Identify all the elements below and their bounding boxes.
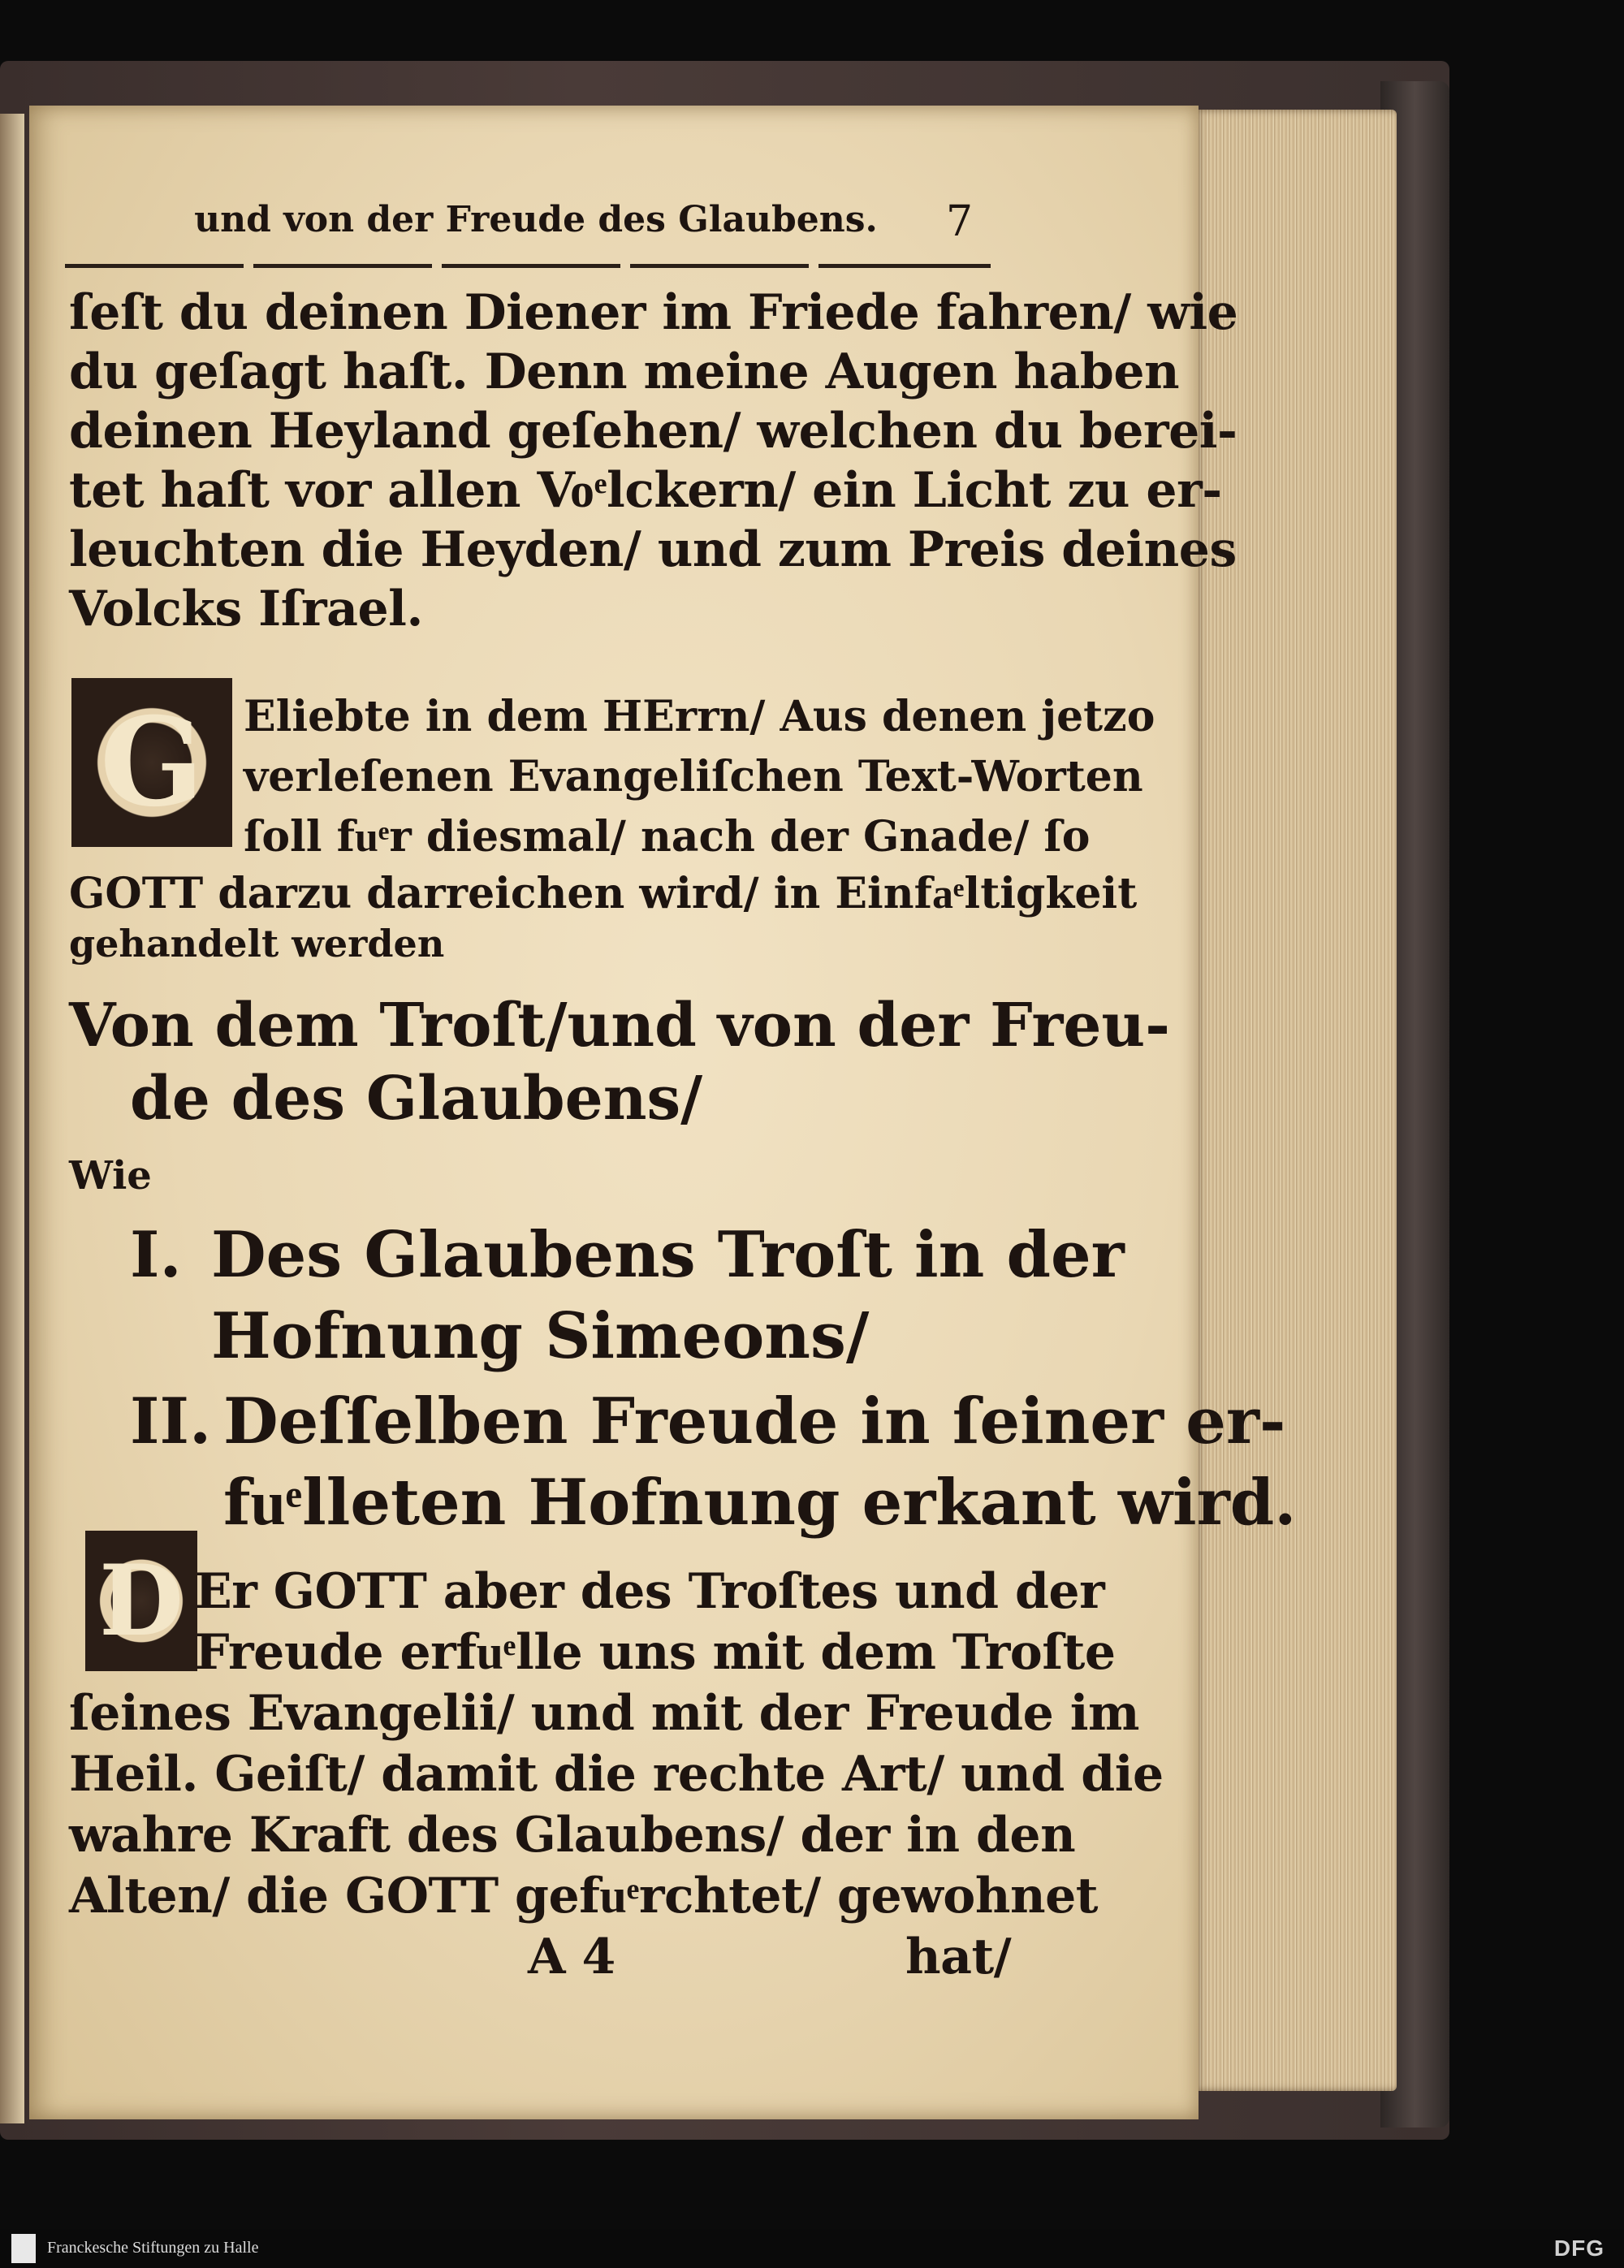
section-title: Von dem Troſt/und von der Freu- (69, 991, 1170, 1061)
signature-mark: A 4 (528, 1929, 615, 1985)
text-line: du geſagt haſt. Denn meine Augen haben (69, 343, 1180, 400)
text-line: tet haſt vor allen Voͤlckern/ ein Licht zu er- (69, 462, 1222, 519)
text-line: deinen Heyland geſehen/ welchen du berei- (69, 403, 1237, 460)
dfg-logo: DFG (1553, 2236, 1605, 2261)
text-line: ſeſt du deinen Diener im Friede fahren/ wie (69, 284, 1238, 341)
facing-page-edge (0, 114, 24, 2123)
item-numeral: II. (130, 1385, 212, 1458)
text-line: gehandelt werden (69, 922, 445, 966)
text-line: leuchten die Heyden/ und zum Preis deines (69, 521, 1237, 578)
institution-name: Franckesche Stiftungen zu Halle (47, 2239, 259, 2257)
text-line: ſeines Evangelii/ und mit der Freude im (69, 1685, 1139, 1742)
catchword: hat/ (905, 1929, 1012, 1985)
text-line: verleſenen Evangeliſchen Text-Worten (244, 752, 1143, 801)
running-head: und von der Freude des Glaubens. (194, 199, 878, 240)
text-line: Volcks Iſrael. (69, 581, 423, 637)
item-numeral: I. (130, 1218, 182, 1292)
wie-label: Wie (69, 1153, 152, 1199)
text-line: ſoll fuͤr diesmal/ nach der Gnade/ ſo (244, 812, 1091, 862)
drop-cap-initial: D (85, 1531, 197, 1671)
institution-logo-icon (11, 2234, 36, 2263)
text-line: wahre Kraft des Glaubens/ der in den (69, 1807, 1076, 1864)
drop-cap-initial: G (71, 678, 232, 847)
head-rule (65, 264, 991, 268)
text-line: GOTT darzu darreichen wird/ in Einfaͤltigkeit (69, 869, 1138, 918)
item-text: Deſſelben Freude in ſeiner er- (223, 1385, 1286, 1458)
text-line: Alten/ die GOTT gefuͤrchtet/ gewohnet (69, 1868, 1098, 1925)
item-text: Des Glaubens Troſt in der (211, 1218, 1125, 1292)
viewer-footer (0, 2229, 1624, 2268)
text-line: Freude erfuͤlle uns mit dem Troſte (195, 1624, 1116, 1681)
page-number: 7 (946, 197, 974, 246)
item-text: Hofnung Simeons/ (211, 1299, 870, 1373)
text-line: Er GOTT aber des Troſtes und der (195, 1563, 1105, 1620)
text-line: Eliebte in dem HErrn/ Aus denen jetzo (244, 692, 1155, 741)
text-line: Heil. Geiſt/ damit die rechte Art/ und die (69, 1746, 1164, 1803)
item-text: fuͤlleten Hofnung erkant wird. (223, 1466, 1297, 1540)
section-title: de des Glaubens/ (130, 1064, 703, 1134)
